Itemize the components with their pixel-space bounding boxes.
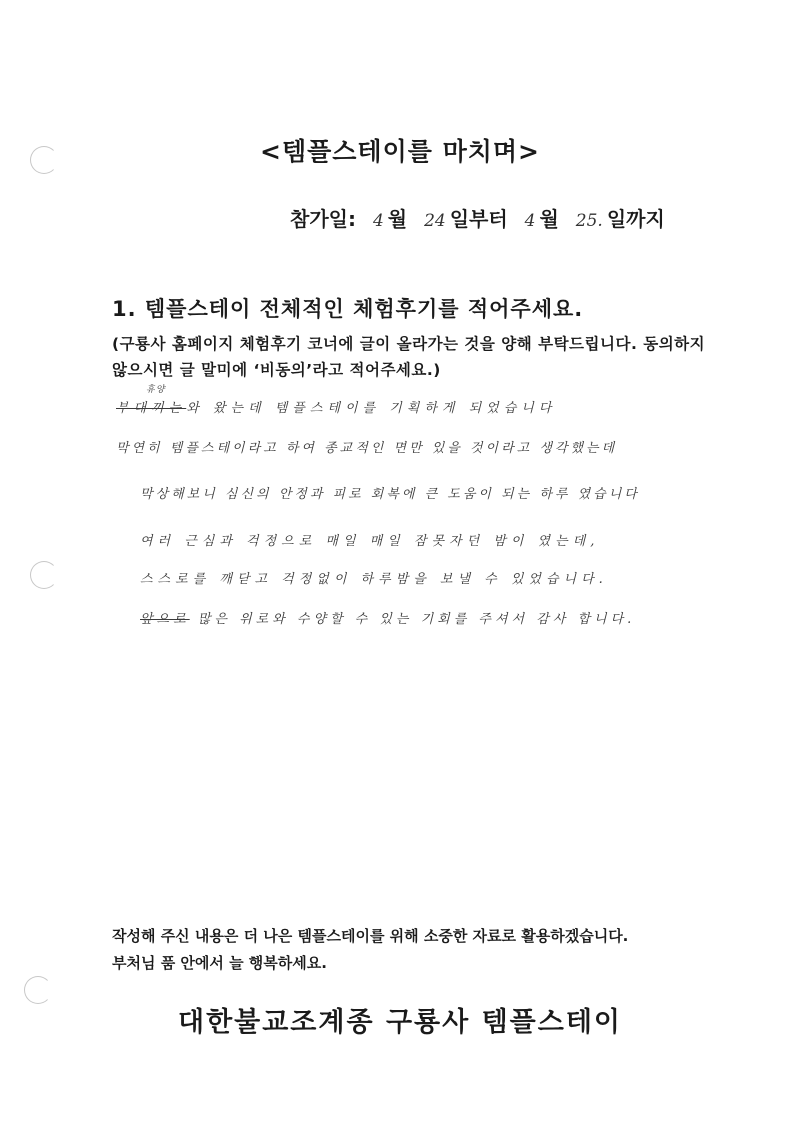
handwritten-text: 많은 위로와 수양할 수 있는 기회를 주셔서 감사 합니다.: [189, 612, 636, 627]
handwritten-line-2: [116, 437, 617, 456]
page-title: <템플스테이를 마치며>: [260, 137, 540, 166]
participation-label: 참가일:: [290, 207, 356, 231]
organization-name: 대한불교조계종 구룡사 템플스테이: [177, 1007, 623, 1038]
handwritten-text: 와 왔는데 템플스테이를 기획하게 되었습니다: [186, 401, 557, 416]
end-month-value: 4: [524, 211, 536, 231]
until-label: 일까지: [606, 207, 665, 231]
start-month-value: 4: [372, 211, 384, 231]
struck-word: 앞으로: [140, 612, 190, 627]
consent-note: (구룡사 홈페이지 체험후기 코너에 글이 올라가는 것을 양해 부탁드립니다. 동의하지 않으시면 글 말미에 ‘비동의’라고 적어주세요.): [112, 335, 706, 379]
start-month-unit: 월: [387, 207, 408, 231]
start-day-value: 24: [424, 211, 446, 231]
handwritten-line-4: [140, 530, 599, 549]
footer-line-2: 부처님 품 안에서 늘 행복하세요.: [112, 954, 327, 972]
handwritten-text: 여러 근심과 걱정으로 매일 매일 잠못자던 밤이 였는데,: [140, 534, 600, 549]
end-day-value: 25.: [575, 211, 603, 231]
struck-word: 부대끼는: [116, 401, 187, 416]
handwritten-line-6: [140, 608, 635, 627]
footer-message: [112, 923, 628, 977]
participation-dates: [290, 203, 665, 232]
footer-line-1: 작성해 주신 내용은 더 나은 템플스테이를 위해 소중한 자료로 활용하겠습니다.: [112, 927, 629, 945]
handwritten-line-1: [116, 397, 556, 416]
end-month-unit: 월: [539, 207, 559, 231]
handwritten-insert: 휴양: [146, 385, 166, 395]
question-heading: 1. 템플스테이 전체적인 체험후기를 적어주세요.: [112, 297, 584, 321]
handwritten-text: 막연히 템플스테이라고 하여 종교적인 면만 있을 것이라고 생각했는데: [116, 441, 618, 456]
handwritten-text: 막상해보니 심신의 안정과 피로 회복에 큰 도움이 되는 하루 였습니다: [140, 487, 640, 502]
handwritten-text: 스스로를 깨닫고 걱정없이 하루밤을 보낼 수 있었습니다.: [140, 572, 608, 587]
handwritten-line-5: [140, 568, 608, 587]
from-label: 일부터: [449, 207, 508, 231]
handwritten-line-3: [140, 483, 640, 502]
punch-hole-middle: [30, 561, 58, 589]
